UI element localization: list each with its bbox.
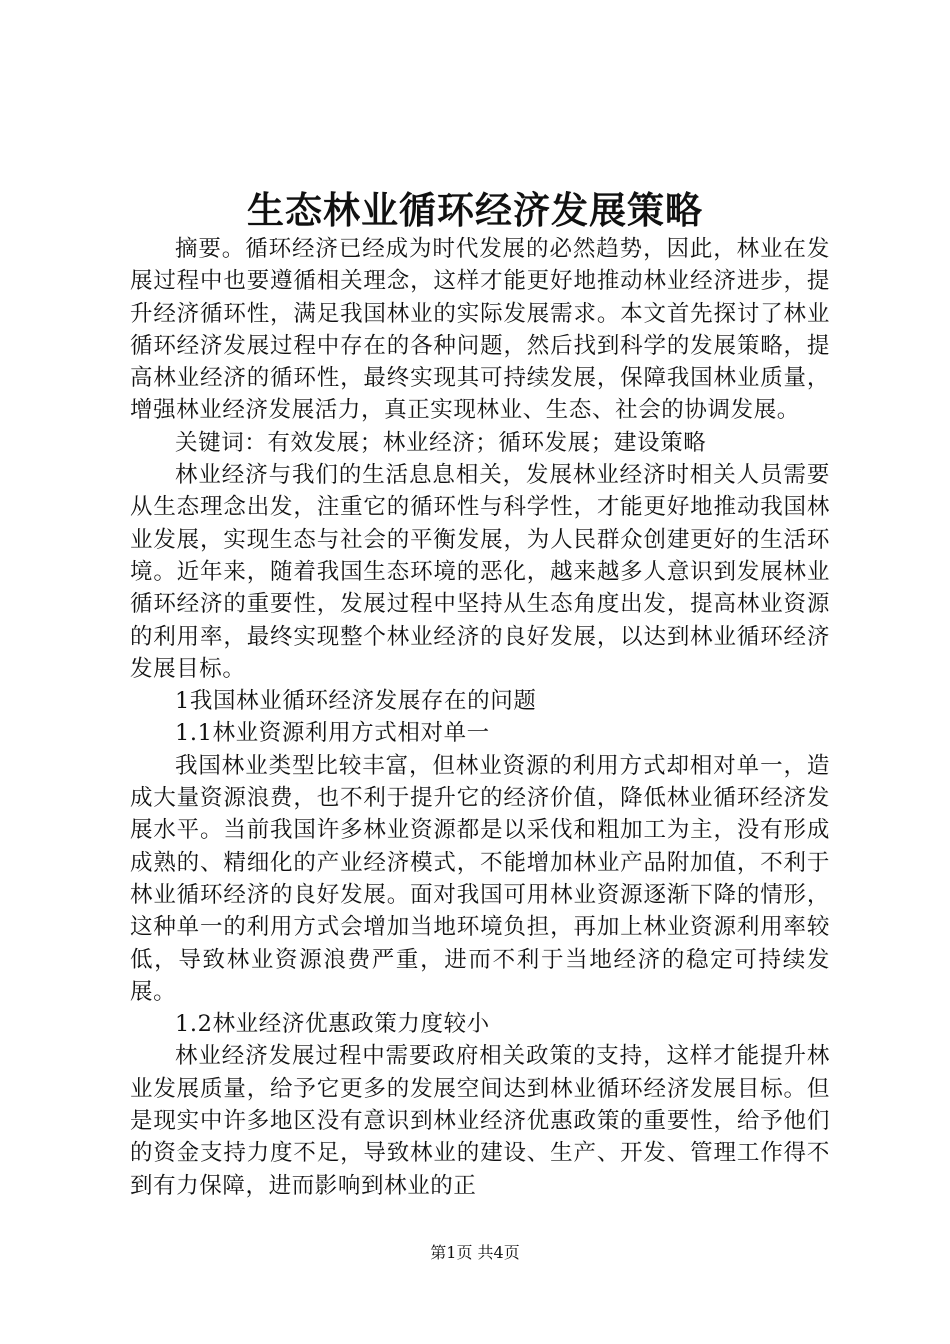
subsection-heading-1-2: 1.2林业经济优惠政策力度较小 [175, 1011, 490, 1038]
document-body [130, 233, 830, 1202]
subsection-heading-1-1: 1.1林业资源利用方式相对单一 [175, 720, 490, 747]
intro-paragraph: 林业经济与我们的生活息息相关，发展林业经济时相关人员需要从生态理念出发，注重它的循环性与科学性，才能更好地推动我国林业发展，实现生态与社会的平衡发展，为人民群众创建更好的生活环境。近年来，随着我国生态环境的恶化，越来越多人意识到发展林业循环经济的重要性，发展过程中坚持从生态角度出发，提高林业资源的利用率，最终实现整个林业经济的良好发展，以达到林业循环经济发展目标。 [130, 462, 830, 682]
keywords-line: 关键词：有效发展；林业经济；循环发展；建设策略 [175, 429, 707, 456]
page-footer: 第1页 共4页 [430, 1243, 520, 1262]
section-1-2-paragraph: 林业经济发展过程中需要政府相关政策的支持，这样才能提升林业发展质量，给予它更多的发展空间达到林业循环经济发展目标。但是现实中许多地区没有意识到林业经济优惠政策的重要性，给予他们的资金支持力度不足，导致林业的建设、生产、开发、管理工作得不到有力保障，进而影响到林业的正 [130, 1043, 830, 1199]
document-title: 生态林业循环经济发展策略 [247, 188, 703, 232]
section-1-1-paragraph: 我国林业类型比较丰富，但林业资源的利用方式却相对单一，造成大量资源浪费，也不利于提升它的经济价值，降低林业循环经济发展水平。当前我国许多林业资源都是以采伐和粗加工为主，没有形成成熟的、精细化的产业经济模式，不能增加林业产品附加值，不利于林业循环经济的良好发展。面对我国可用林业资源逐渐下降的情形，这种单一的利用方式会增加当地环境负担，再加上林业资源利用率较低，导致林业资源浪费严重，进而不利于当地经济的稳定可持续发展。 [130, 752, 830, 1005]
section-heading-1: 1我国林业循环经济发展存在的问题 [175, 688, 537, 715]
abstract-paragraph: 摘要。循环经济已经成为时代发展的必然趋势，因此，林业在发展过程中也要遵循相关理念，这样才能更好地推动林业经济进步，提升经济循环性，满足我国林业的实际发展需求。本文首先探讨了林业循环经济发展过程中存在的各种问题，然后找到科学的发展策略，提高林业经济的循环性，最终实现其可持续发展，保障我国林业质量，增强林业经济发展活力，真正实现林业、生态、社会的协调发展。 [130, 236, 830, 424]
